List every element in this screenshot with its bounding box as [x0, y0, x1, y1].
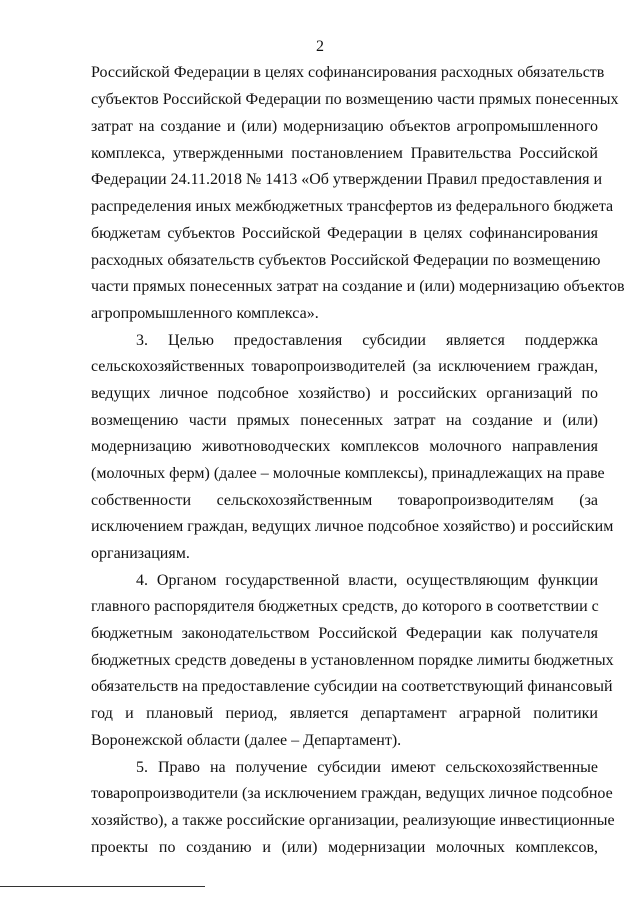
text-line: организациям. — [91, 545, 190, 562]
text-line: Федерации 24.11.2018 № 1413 «Об утверждении Правил предоставления и — [91, 171, 603, 188]
text-line: 3. Целью предоставления субсидии является поддержка — [136, 332, 598, 349]
text-line: бюджетных средств доведены в установленном порядке лимиты бюджетных — [91, 652, 614, 669]
text-line: комплекса, утвержденными постановлением Правительства Российской — [91, 145, 598, 162]
text-line: субъектов Российской Федерации по возмещению части прямых понесенных — [91, 91, 619, 108]
footer-rule — [0, 886, 205, 887]
text-line: возмещению части прямых понесенных затрат на создание и (или) — [91, 412, 598, 429]
text-line: исключением граждан, ведущих личное подсобное хозяйство) и российским — [91, 518, 614, 535]
text-line: модернизацию животноводческих комплексов молочного направления — [91, 438, 598, 455]
text-line: обязательств на предоставление субсидии на соответствующий финансовый — [91, 678, 613, 695]
text-line: год и плановый период, является департамент аграрной политики — [91, 705, 598, 722]
text-line: расходных обязательств субъектов Российской Федерации по возмещению — [91, 252, 601, 269]
text-line: хозяйство), а также российские организации, реализующие инвестиционные — [91, 812, 615, 829]
text-line: Российской Федерации в целях софинансирования расходных обязательств — [91, 64, 605, 81]
page-number: 2 — [316, 38, 324, 55]
text-line: собственности сельскохозяйственным товаропроизводителям (за — [91, 492, 598, 509]
text-line: 5. Право на получение субсидии имеют сельскохозяйственные — [136, 759, 598, 776]
text-line: агропромышленного комплекса». — [91, 305, 319, 322]
text-line: бюджетным законодательством Российской Федерации как получателя — [91, 625, 598, 642]
text-line: бюджетам субъектов Российской Федерации в целях софинансирования — [91, 225, 598, 242]
text-line: главного распорядителя бюджетных средств, до которого в соответствии с — [91, 598, 599, 615]
text-line: распределения иных межбюджетных трансфертов из федерального бюджета — [91, 198, 614, 215]
text-line: затрат на создание и (или) модернизацию объектов агропромышленного — [91, 118, 598, 135]
text-line: (молочных ферм) (далее – молочные комплексы), принадлежащих на праве — [91, 465, 605, 482]
text-line: части прямых понесенных затрат на создание и (или) модернизацию объектов — [91, 278, 625, 295]
text-line: сельскохозяйственных товаропроизводителей (за исключением граждан, — [91, 358, 598, 375]
text-line: Воронежской области (далее – Департамент). — [91, 732, 402, 749]
text-line: 4. Органом государственной власти, осуществляющим функции — [136, 572, 598, 589]
text-line: ведущих личное подсобное хозяйство) и российских организаций по — [91, 385, 598, 402]
text-line: товаропроизводители (за исключением граждан, ведущих личное подсобное — [91, 785, 613, 802]
text-line: проекты по созданию и (или) модернизации молочных комплексов, — [91, 839, 598, 856]
